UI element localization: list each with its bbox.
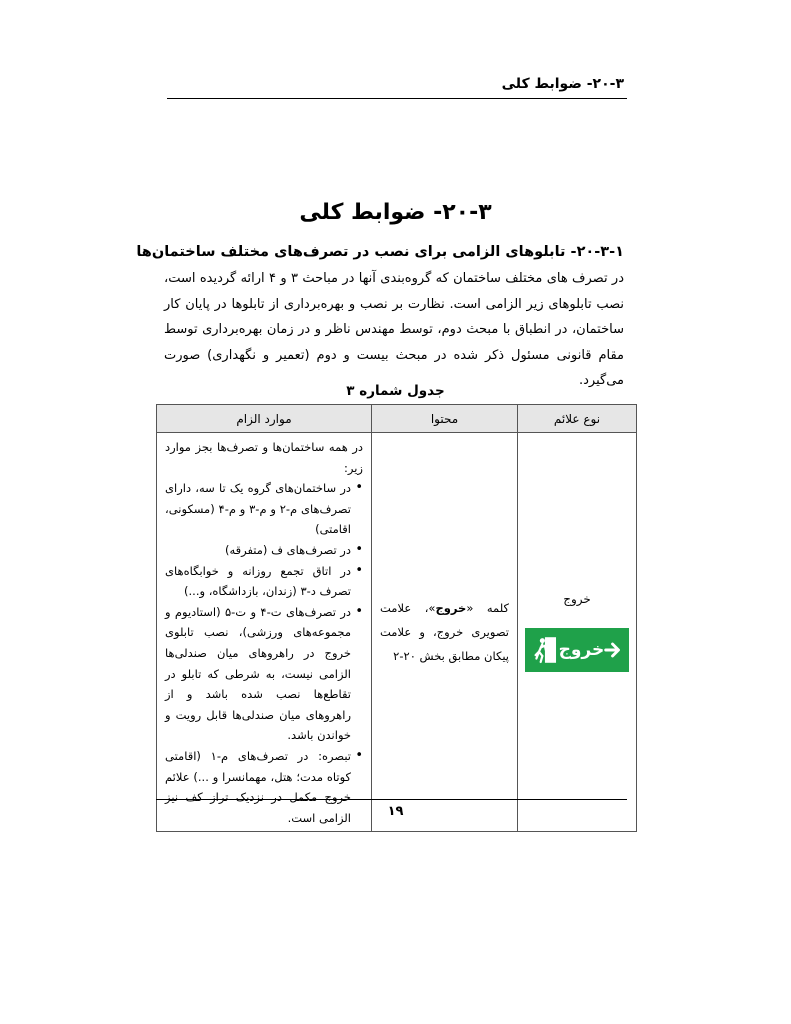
- list-item: • در اتاق تجمع روزانه و خوابگاه‌های تصرف د-۳ (زندان، بازداشگاه، و...): [165, 561, 351, 602]
- content-cell: [372, 433, 518, 832]
- requirements-cell: [157, 433, 372, 832]
- section-body: در تصرف های مختلف ساختمان که گروه‌بندی آنها در مباحث ۳ و ۴ ارائه گردیده است، نصب تابلوهای زیر الزامی است. نظارت بر نصب و بهره‌برداری از تابلوها در پایان کار ساختمان، در انطباق با مبحث دوم، توسط مهندس ناظر و در زمان بهره‌برداری توسط مقام قانونی مسئول ذکر شده در مبحث بیست و دوم (تعمیر و نگهداری) صورت می‌گیرد.: [164, 271, 624, 388]
- sign-name: خروج: [563, 592, 591, 607]
- requirements-list: [165, 478, 363, 828]
- list-item: • تبصره: در تصرف‌های م-۱ (اقامتی کوتاه مدت؛ هتل، مهمانسرا و ...) علائم خروج مکمل در نزدیک تراز کف نیز الزامی است.: [165, 746, 351, 828]
- list-item: • در ساختمان‌های گروه یک تا سه، دارای تصرف‌های م-۲ و م-۳ و م-۴ (مسکونی، اقامتی): [165, 478, 351, 540]
- list-item: • در تصرف‌های ت-۴ و ت-۵ (استادیوم و مجموعه‌های ورزشی)، نصب تابلوی خروج در راهروهای میان صندلی‌ها الزامی نیست، به شرطی که تابلو در تقاطع‌ها نصب شده باشد و از راهروهای میان صندلی‌ها قابل رویت و خواندن باشد.: [165, 602, 351, 746]
- content-bold-word: خروج: [435, 601, 467, 616]
- header-content: محتوا: [372, 405, 518, 433]
- signs-table: [156, 404, 637, 832]
- exit-sign-text: خروج: [558, 640, 605, 661]
- footer-rule: [156, 799, 627, 800]
- running-header: ۲۰-۳- ضوابط کلی: [501, 76, 624, 92]
- table-header-row: [157, 405, 637, 433]
- content-prefix: کلمه «: [466, 601, 509, 616]
- list-item: • در تصرف‌های ف (متفرقه): [165, 540, 351, 561]
- content-suffix: »، علامت تصویری خروج، و علامت پیکان مطابق بخش ۲۰-۲: [380, 601, 509, 664]
- exit-sign-image: [525, 628, 629, 672]
- page-number: ۱۹: [387, 804, 404, 819]
- section-heading: ۲۰-۳-۱- تابلوهای الزامی برای نصب در تصرف‌های مختلف ساختمان‌ها: [136, 244, 624, 260]
- sign-cell: [518, 433, 637, 832]
- chapter-title: ۲۰-۳- ضوابط کلی: [299, 200, 492, 225]
- header-rule: [167, 98, 627, 99]
- arrow-right-icon: [604, 639, 623, 661]
- header-sign-type: نوع علائم: [518, 405, 637, 433]
- table-caption: جدول شماره ۳: [346, 383, 445, 399]
- table-row: [157, 433, 637, 832]
- header-requirements: موارد الزام: [157, 405, 372, 433]
- requirements-intro: در همه ساختمان‌ها و تصرف‌ها بجز موارد زیر:: [165, 440, 363, 475]
- running-man-icon: [533, 633, 559, 667]
